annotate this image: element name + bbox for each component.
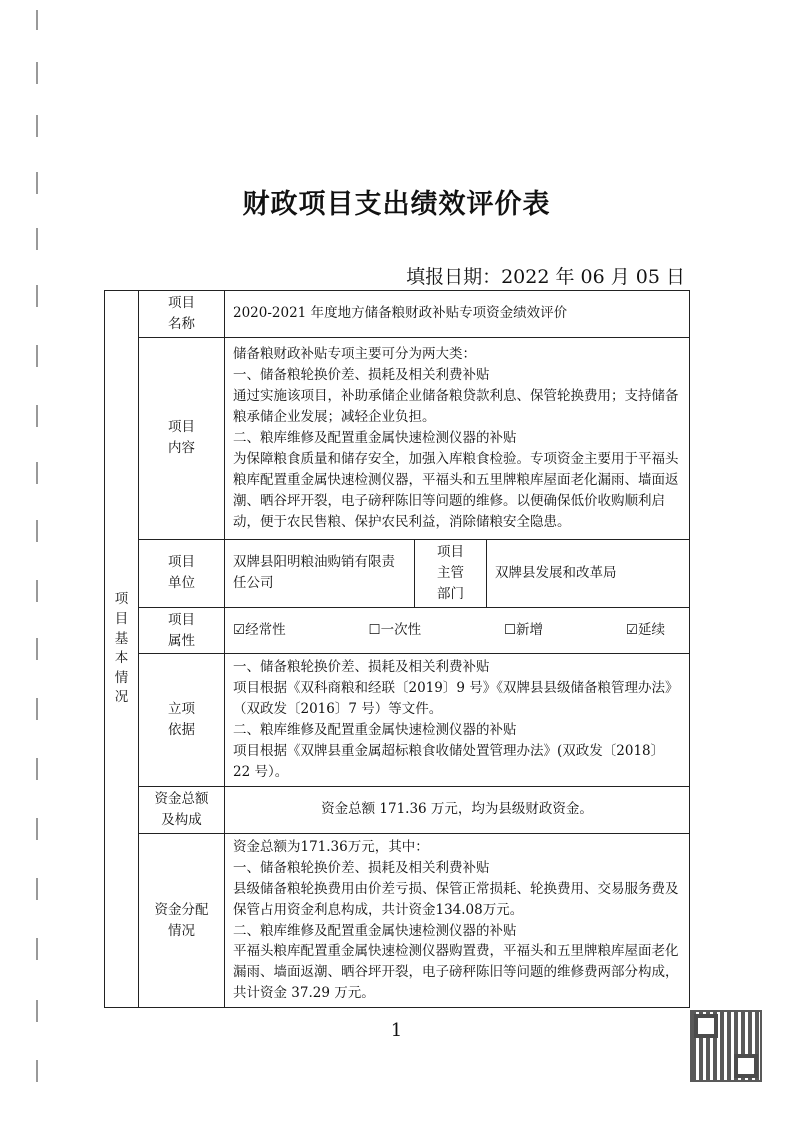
binding-mark xyxy=(36,1000,42,1022)
page-title: 财政项目支出绩效评价表 xyxy=(242,189,551,220)
qr-code-icon xyxy=(690,1010,762,1082)
evaluation-table xyxy=(104,290,690,1008)
fund-allocation-value: 资金总额为171.36万元，其中： 一、储备粮轮换价差、损耗及相关利费补贴 县级储备粮轮换费用由价差亏损、保管正常损耗、轮换费用、交易服务费及保管占用资金利息构成，共计资金134.08万元。 二、粮库维修及配置重金属快速检测仪器的补贴 平福头粮库配置重金属快速检测仪器购置费，平福头和五里牌粮库屋面老化漏雨、墙面返潮、晒谷坪开裂，电子磅秤陈旧等问题的维修费两部分构成，共计资金 37.29 万元。 xyxy=(225,833,690,1007)
project-attr-options xyxy=(225,607,690,654)
attr-option-one-time[interactable]: ☐一次性 xyxy=(368,622,422,639)
binding-mark xyxy=(36,405,42,427)
binding-mark xyxy=(36,345,42,367)
binding-mark xyxy=(36,878,42,900)
fund-total-value: 资金总额 171.36 万元，均为县级财政资金。 xyxy=(225,786,690,833)
checkbox-checked-icon: ☑ xyxy=(625,622,639,639)
binding-mark xyxy=(36,938,42,960)
project-name-value: 2020-2021 年度地方储备粮财政补贴专项资金绩效评价 xyxy=(225,291,690,338)
binding-mark xyxy=(36,115,42,137)
project-content-value: 储备粮财政补贴专项主要可分为两大类： 一、储备粮轮换价差、损耗及相关利费补贴 通过实施该项目，补助承储企业储备粮贷款利息、保管轮换费用；支持储备粮承储企业发展；减轻企业负担。 二、粮库维修及配置重金属快速检测仪器的补贴 为保障粮食质量和储存安全，加强入库粮食检验。专项资金主要用于平福头粮库配置重金属快速检测仪器，平福头和五里牌粮库屋面老化漏雨、墙面返潮、晒谷坪开裂，电子磅秤陈旧等问题的维修。以便确保低价收购顺利启动，便于农民售粮、保护农民利益，消除储粮安全隐患。 xyxy=(225,337,690,539)
attr-option-regular[interactable]: ☑经常性 xyxy=(233,622,286,639)
supervising-dept-value: 双牌县发展和改革局 xyxy=(487,539,690,607)
binding-mark xyxy=(36,758,42,780)
binding-mark xyxy=(36,62,42,84)
binding-mark xyxy=(36,1060,42,1082)
project-unit-label: 项目 单位 xyxy=(139,539,225,607)
fund-total-label: 资金总额 及构成 xyxy=(139,786,225,833)
supervising-dept-label: 项目 主管 部门 xyxy=(415,539,487,607)
checkbox-unchecked-icon: ☐ xyxy=(368,622,381,639)
binding-mark xyxy=(36,520,42,542)
binding-mark xyxy=(36,580,42,602)
attr-option-continued[interactable]: ☑延续 xyxy=(625,622,666,639)
binding-mark xyxy=(36,698,42,720)
project-unit-value: 双牌县阳明粮油购销有限责任公司 xyxy=(225,539,415,607)
page-number: 1 xyxy=(390,1020,403,1041)
fill-date: 填报日期：2022 年 06 月 05 日 xyxy=(406,266,685,288)
binding-mark xyxy=(36,10,42,30)
fund-allocation-label: 资金分配 情况 xyxy=(139,833,225,1007)
attr-option-new[interactable]: ☐新增 xyxy=(503,622,544,639)
checkbox-checked-icon: ☑ xyxy=(233,622,246,639)
project-content-label: 项目 内容 xyxy=(139,337,225,539)
project-attr-label: 项目 属性 xyxy=(139,607,225,654)
binding-mark xyxy=(36,462,42,484)
binding-mark xyxy=(36,638,42,660)
binding-mark xyxy=(36,285,42,307)
section-label-basic-info: 项 目 基 本 情 况 xyxy=(105,291,139,1008)
binding-mark xyxy=(36,228,42,250)
project-name-label: 项目 名称 xyxy=(139,291,225,338)
binding-mark xyxy=(36,818,42,840)
basis-value: 一、储备粮轮换价差、损耗及相关利费补贴 项目根据《双科商粮和经联〔2019〕9 号》《双牌县县级储备粮管理办法》（双政发〔2016〕7 号）等文件。 二、粮库维修及配置重金属快速检测仪器的补贴 项目根据《双牌县重金属超标粮食收储处置管理办法》(双政发〔2018〕22 号）。 xyxy=(225,654,690,787)
basis-label: 立项 依据 xyxy=(139,654,225,787)
checkbox-unchecked-icon: ☐ xyxy=(503,622,517,639)
